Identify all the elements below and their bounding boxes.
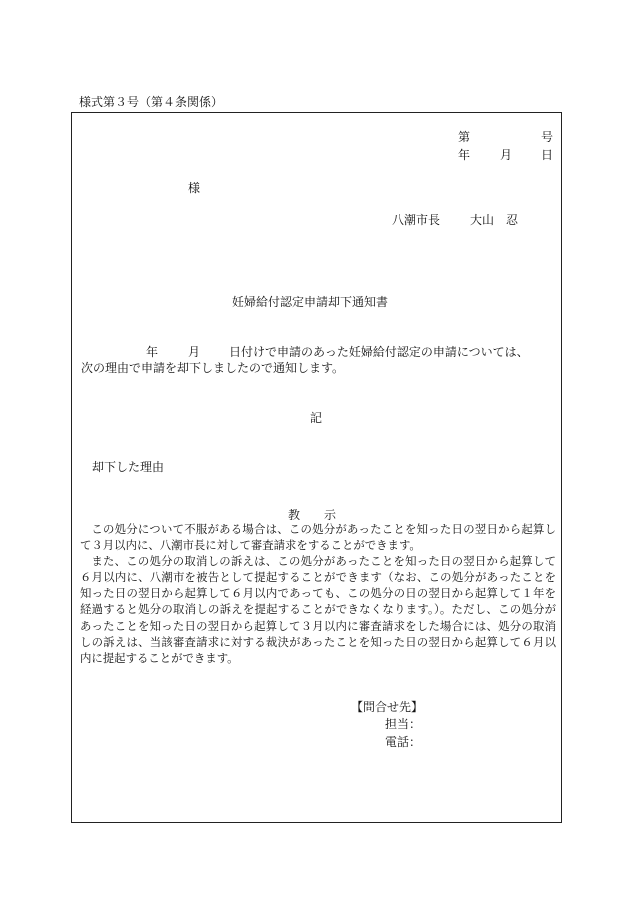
issue-date-year: 年 [458, 148, 471, 162]
contact-phone-label: 電話： [385, 735, 422, 749]
kyoji-paragraph-lawsuit: また、この処分の取消しの訴えは、この処分があったことを知った日の翌日から起算して６月以内に、八潮市を被告として提起することができます（なお、この処分があったことを知った日の翌日から起算して６月以内であっても、この処分の日の翌日から起算して１年を経過すると処分の取消しの訴えを提起することができなくなります。）。ただし、この処分があったことを知った日の翌日から起算して３月以内に審査請求をした場合には、処分の取消しの訴えは、当該審査請求に対する裁決があったことを知った日の翌日から起算して６月以内に提起することができます。 [80, 554, 556, 665]
contact-person-label: 担当： [385, 717, 422, 731]
issue-date-day: 日 [541, 148, 554, 162]
document-number-prefix: 第 [458, 130, 471, 144]
sender-title: 八潮市長 [392, 213, 441, 227]
notice-text-line2: 次の理由で申請を却下しましたので通知します。 [81, 361, 345, 375]
document-number-suffix: 号 [541, 130, 554, 144]
notice-text-line1: 日付けで申請のあった妊婦給付認定の申請については、 [229, 345, 529, 359]
application-date-year: 年 [146, 345, 159, 359]
sender-name: 大山 忍 [470, 213, 519, 227]
kyoji-paragraph-appeal: この処分について不服がある場合は、この処分があったことを知った日の翌日から起算して３月以内に、八潮市長に対して審査請求をすることができます。 [80, 522, 556, 553]
application-date-month: 月 [188, 345, 201, 359]
issue-date-month: 月 [500, 148, 513, 162]
contact-heading: 【問合せ先】 [351, 700, 424, 714]
kyoji-heading: 教 示 [288, 508, 337, 522]
document-title: 妊婦給付認定申請却下通知書 [232, 295, 389, 309]
ki-heading: 記 [310, 411, 323, 425]
recipient-honorific: 様 [188, 181, 201, 195]
form-number-label: 様式第３号（第４条関係） [79, 95, 224, 109]
rejection-reason-label: 却下した理由 [92, 460, 165, 474]
kyoji-section [80, 521, 556, 666]
